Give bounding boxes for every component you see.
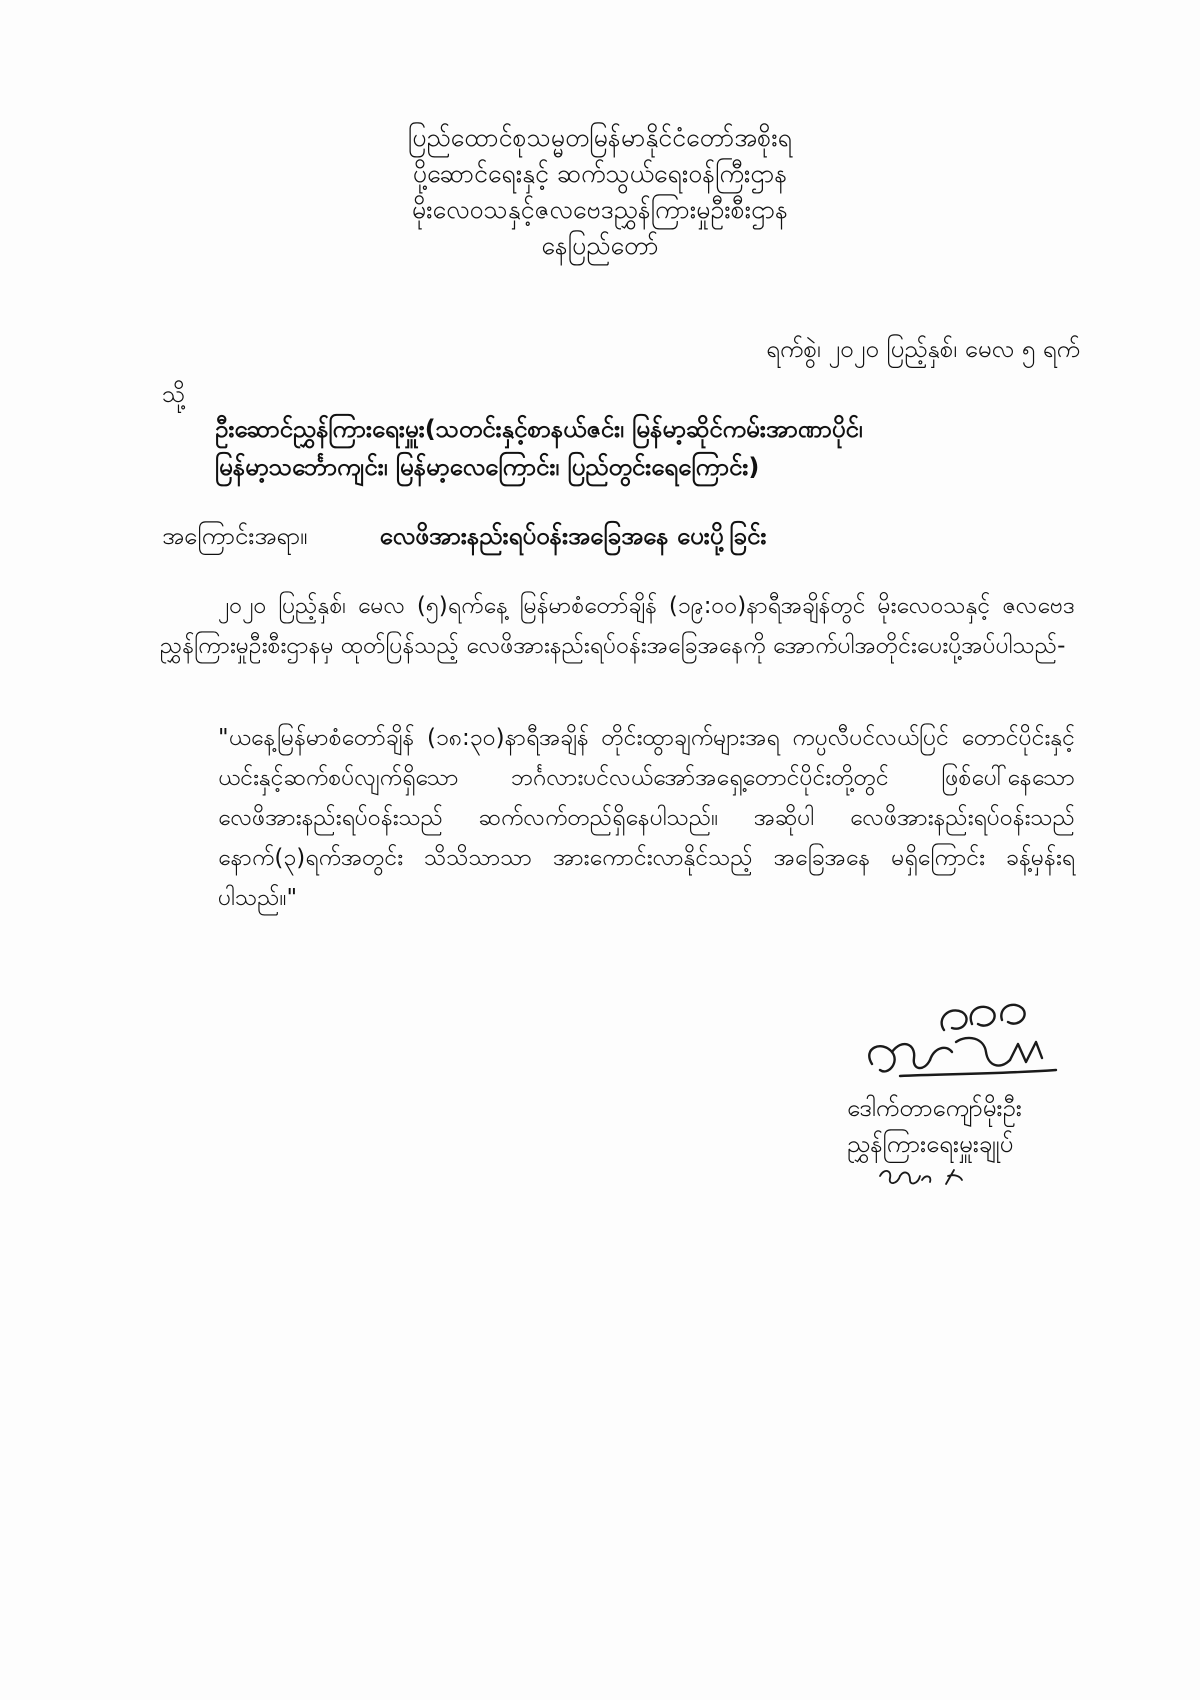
signer-name: ဒေါက်တာကျော်မိုးဦး xyxy=(847,1094,1022,1122)
body-paragraph: ၂၀၂၀ ပြည့်နှစ်၊ မေလ (၅)ရက်နေ့ မြန်မာစံတော်ချိန် (၁၉:၀၀)နာရီအချိန်တွင် မိုးလေဝသနှင့် ဇလဗေဒညွှန်ကြားမှုဦးစီးဌာနမှ ထုတ်ပြန်သည့် လေဖိအားနည်းရပ်ဝန်းအခြေအနေကို အောက်ပါအတိုင်းပေးပို့အပ်ပါသည်- xyxy=(160,593,1075,659)
subject-text: လေဖိအားနည်းရပ်ဝန်းအခြေအနေ ပေးပို့ခြင်း xyxy=(379,522,767,550)
recipient-line-2: မြန်မာ့သင်္ဘောကျင်း၊ မြန်မာ့လေကြောင်း၊ ပြည်တွင်းရေကြောင်း) xyxy=(215,453,760,481)
signature-svg xyxy=(860,990,1060,1085)
recipient-line-1: ဦးဆောင်ညွှန်ကြားရေးမှူး(သတင်းနှင့်စာနယ်ဇင်း၊ မြန်မာ့ဆိုင်ကမ်းအာဏာပိုင်၊ xyxy=(215,415,863,443)
subject-row xyxy=(162,520,1062,552)
initials-svg xyxy=(876,1162,966,1190)
handwritten-initials xyxy=(876,1162,966,1190)
letterhead-ministry: ပို့ဆောင်ရေးနှင့် ဆက်သွယ်ရေးဝန်ကြီးဌာန xyxy=(412,159,788,188)
handwritten-signature xyxy=(860,990,1060,1085)
subject-label: အကြောင်းအရာ။ xyxy=(162,522,308,550)
letterhead-department: မိုးလေဝသနှင့်ဇလဗေဒညွှန်ကြားမှုဦးစီးဌာန xyxy=(411,195,789,224)
letterhead-government: ပြည်ထောင်စုသမ္မတမြန်မာနိုင်ငံတော်အစိုးရ xyxy=(408,123,792,152)
letterhead-city: နေပြည်တော် xyxy=(541,231,659,260)
to-label: သို့ xyxy=(162,380,186,408)
recipient-block xyxy=(215,410,1075,486)
letter-date: ရက်စွဲ၊ ၂၀၂၀ ပြည့်နှစ်၊ မေလ ၅ ရက် xyxy=(766,335,1080,363)
letterhead xyxy=(0,120,1200,264)
signer-title: ညွှန်ကြားရေးမှူးချုပ် xyxy=(847,1130,1014,1158)
quoted-forecast: "ယနေ့မြန်မာစံတော်ချိန် (၁၈:၃၀)နာရီအချိန် တိုင်းထွာချက်များအရ ကပ္ပလီပင်လယ်ပြင် တောင်ပိုင်းနှင့် ယင်းနှင့်ဆက်စပ်လျက်ရှိသော ဘင်္ဂလားပင်လယ်အော်အရှေ့တောင်ပိုင်းတို့တွင် ဖြစ်ပေါ်နေသော လေဖိအားနည်းရပ်ဝန်းသည် ဆက်လက်တည်ရှိနေပါသည်။ အဆိုပါ လေဖိအားနည်းရပ်ဝန်းသည် နောက်(၃)ရက်အတွင်း သိသိသာသာ အားကောင်းလာနိုင်သည့် အခြေအနေ မရှိကြောင်း ခန့်မှန်းရပါသည်။" xyxy=(218,725,1075,911)
